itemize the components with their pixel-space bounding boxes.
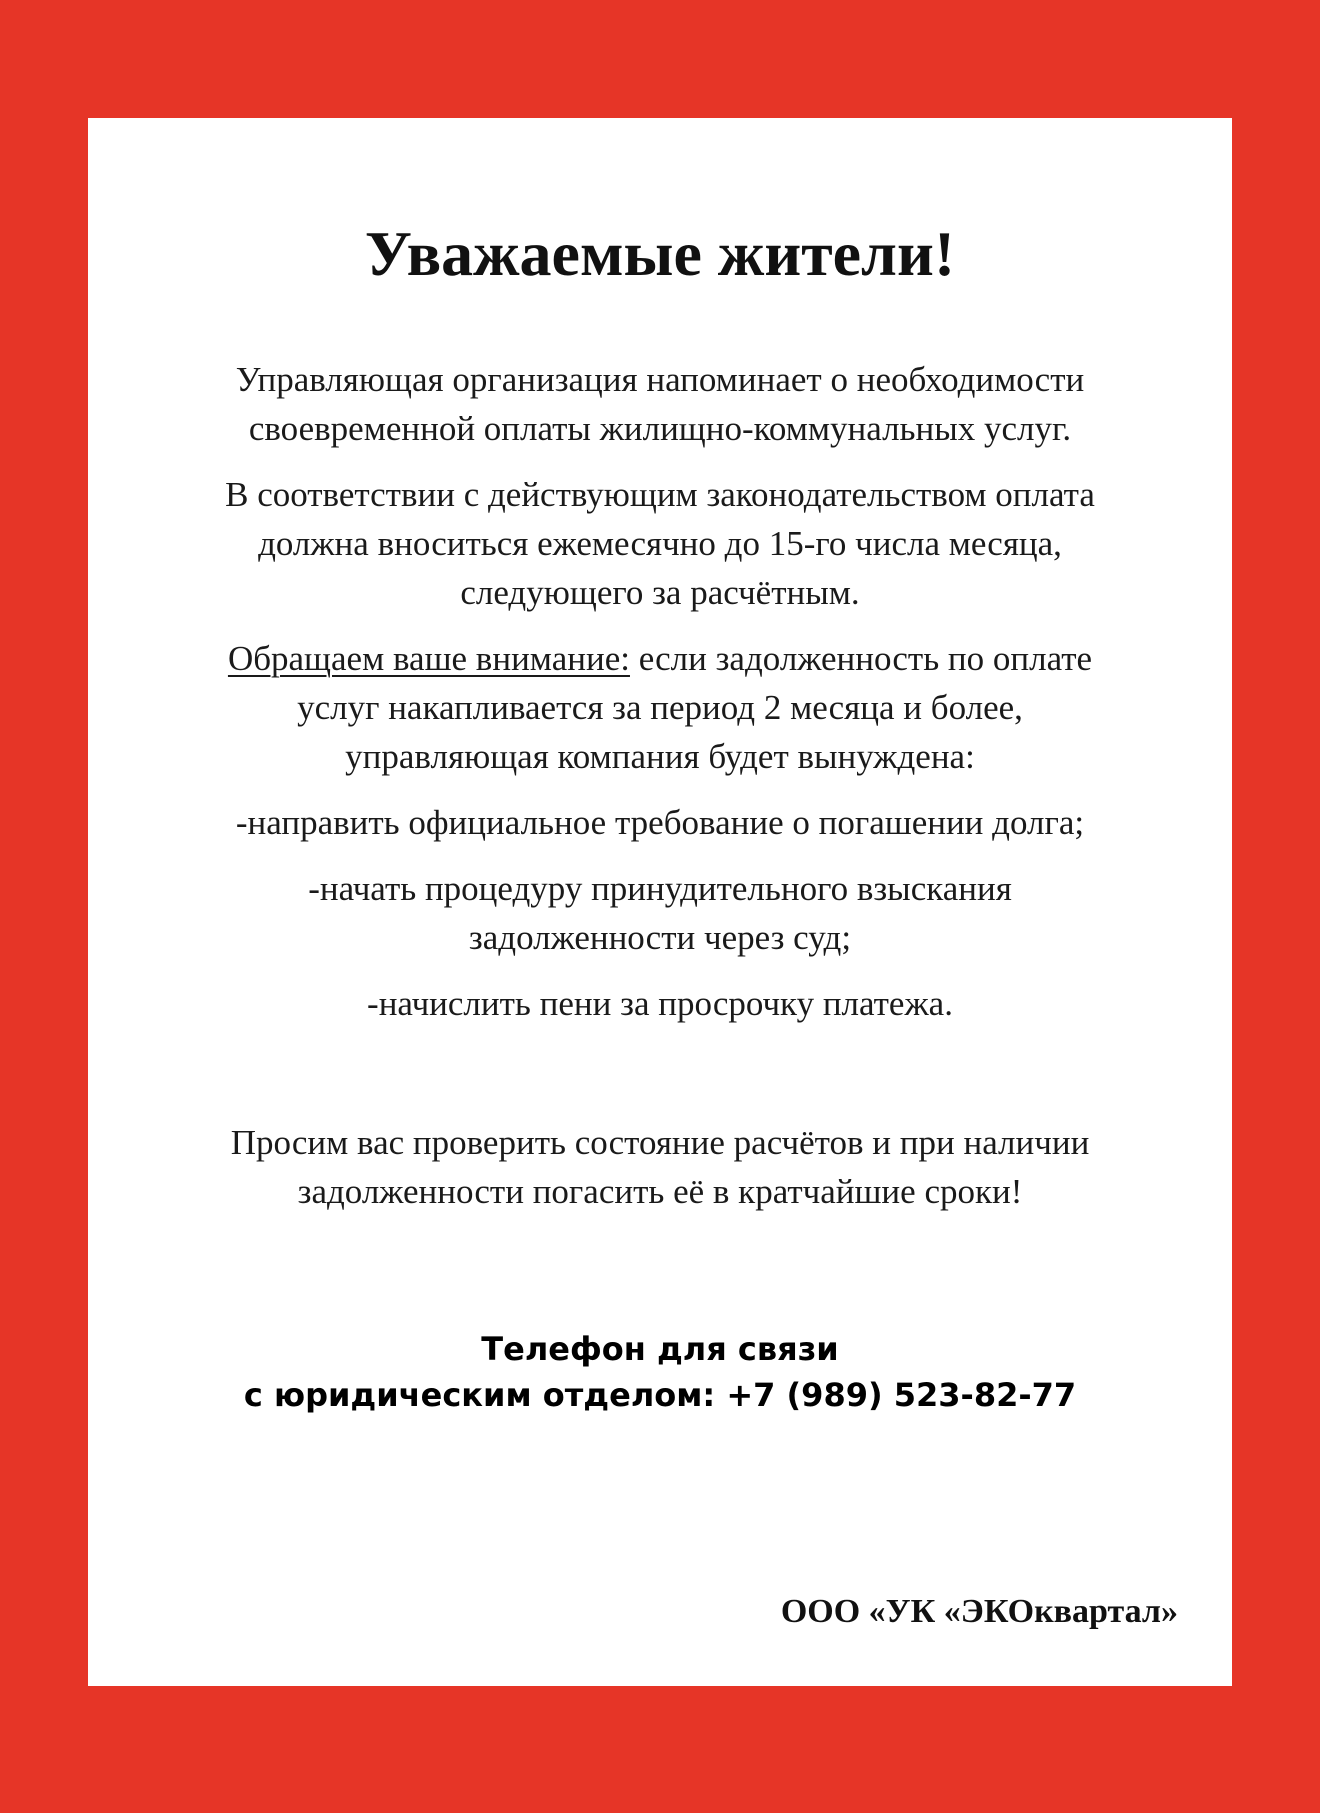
attention-line-2: услуг накапливается за период 2 месяца и более,	[297, 688, 1023, 727]
notice-body	[88, 355, 1232, 1028]
notice-title: Уважаемые жители!	[364, 218, 956, 289]
contact-line-1: Телефон для связи	[481, 1330, 839, 1368]
measure-item-2-line-2: задолженности через суд;	[468, 918, 852, 957]
measure-item-3	[88, 979, 1232, 1028]
closing-line-1: Просим вас проверить состояние расчётов и при наличии	[230, 1123, 1090, 1162]
reminder-line-2: своевременной оплаты жилищно-коммунальных услуг.	[248, 409, 1072, 448]
law-paragraph	[88, 470, 1232, 617]
law-line-1: В соответствии с действующим законодательством оплата	[225, 475, 1095, 514]
contact-block	[88, 1326, 1232, 1418]
notice-sheet	[88, 118, 1232, 1686]
closing-line-2: задолженности погасить её в кратчайшие сроки!	[297, 1172, 1023, 1211]
attention-line-3: управляющая компания будет вынуждена:	[345, 737, 975, 776]
measure-item-1	[88, 798, 1232, 847]
attention-paragraph	[88, 634, 1232, 781]
attention-label: Обращаем ваше внимание:	[227, 639, 630, 678]
company-signature: ООО «УК «ЭКОквартал»	[780, 1593, 1178, 1630]
law-line-3: следующего за расчётным.	[460, 573, 860, 612]
measure-item-2	[88, 864, 1232, 962]
contact-phone-line: с юридическим отделом: +7 (989) 523-82-77	[243, 1376, 1077, 1414]
measure-item-2-line-1: -начать процедуру принудительного взыскания	[308, 869, 1012, 908]
attention-line-1-rest: если задолженность по оплате	[629, 639, 1093, 678]
reminder-line-1: Управляющая организация напоминает о необходимости	[235, 360, 1085, 399]
measure-item-1-text: -направить официальное требование о погашении долга;	[235, 803, 1085, 842]
reminder-paragraph	[88, 355, 1232, 453]
closing-paragraph	[88, 1118, 1232, 1216]
law-line-2: должна вноситься ежемесячно до 15-го числа месяца,	[258, 524, 1062, 563]
measure-item-3-text: -начислить пени за просрочку платежа.	[367, 984, 953, 1023]
